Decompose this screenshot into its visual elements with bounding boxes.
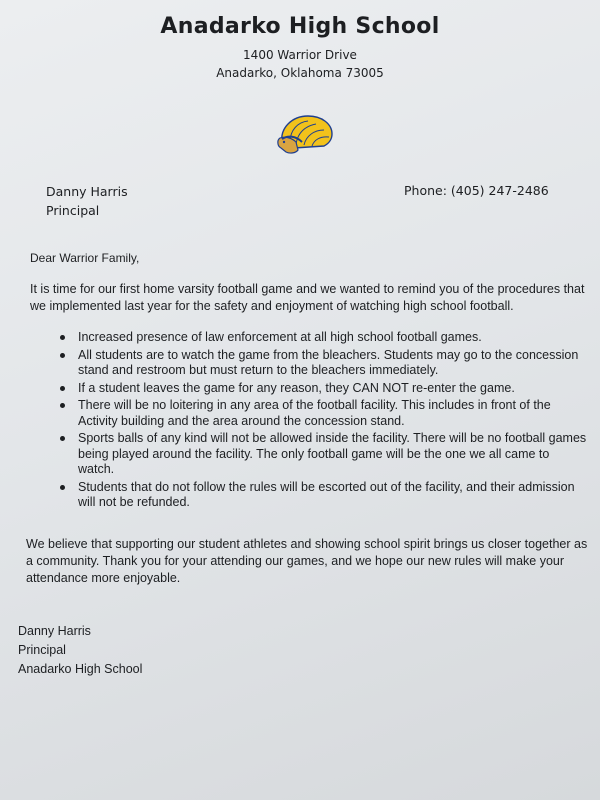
rule-text: There will be no loitering in any area of the football facility. This includes in front of the Activity building and the area around the concession stand.: [78, 398, 551, 428]
sender-title: Principal: [46, 203, 100, 218]
signature-school: Anadarko High School: [18, 662, 143, 676]
rule-text: Increased presence of law enforcement at all high school football games.: [78, 330, 482, 344]
address-line-1: 1400 Warrior Drive: [243, 48, 357, 62]
rule-text: Students that do not follow the rules will be escorted out of the facility, and their admission will not be refunded.: [78, 479, 575, 509]
bullet-icon: [60, 386, 65, 391]
warrior-headdress-logo-icon: [274, 112, 336, 156]
rules-list: [58, 330, 588, 513]
sender-name: Danny Harris: [46, 184, 128, 199]
list-item: [58, 381, 588, 397]
list-item: [58, 398, 588, 429]
bullet-icon: [60, 403, 65, 408]
greeting: Dear Warrior Family,: [30, 251, 140, 265]
list-item: [58, 431, 588, 478]
rule-text: If a student leaves the game for any reason, they CAN NOT re-enter the game.: [78, 380, 515, 395]
rule-text: Sports balls of any kind will not be allowed inside the facility. There will be no football games being played around the facility. The only football game will be the one we all came to watch.: [78, 431, 587, 476]
list-item: [58, 480, 588, 511]
signature-title: Principal: [18, 643, 66, 657]
signature-name: Danny Harris: [18, 624, 91, 638]
bullet-icon: [60, 485, 65, 490]
address-line-2: Anadarko, Oklahoma 73005: [216, 66, 384, 80]
list-item: [58, 348, 588, 379]
bullet-icon: [60, 335, 65, 340]
intro-paragraph: It is time for our first home varsity football game and we wanted to remind you of the procedures that we implemented last year for the safety and enjoyment of watching high school football.: [30, 282, 585, 313]
rule-text: All students are to watch the game from the bleachers. Students may go to the concession stand and restroom but must return to the bleachers immediately.: [78, 347, 579, 377]
list-item: [58, 330, 588, 346]
bullet-icon: [60, 436, 65, 441]
closing-paragraph: We believe that supporting our student athletes and showing school spirit brings us closer together as a community. Thank you for your attending our games, and we hope our new rules will make your attendance more enjoyable.: [26, 537, 588, 585]
bullet-icon: [60, 353, 65, 358]
phone-number: Phone: (405) 247-2486: [404, 183, 549, 198]
school-name: Anadarko High School: [160, 14, 440, 39]
